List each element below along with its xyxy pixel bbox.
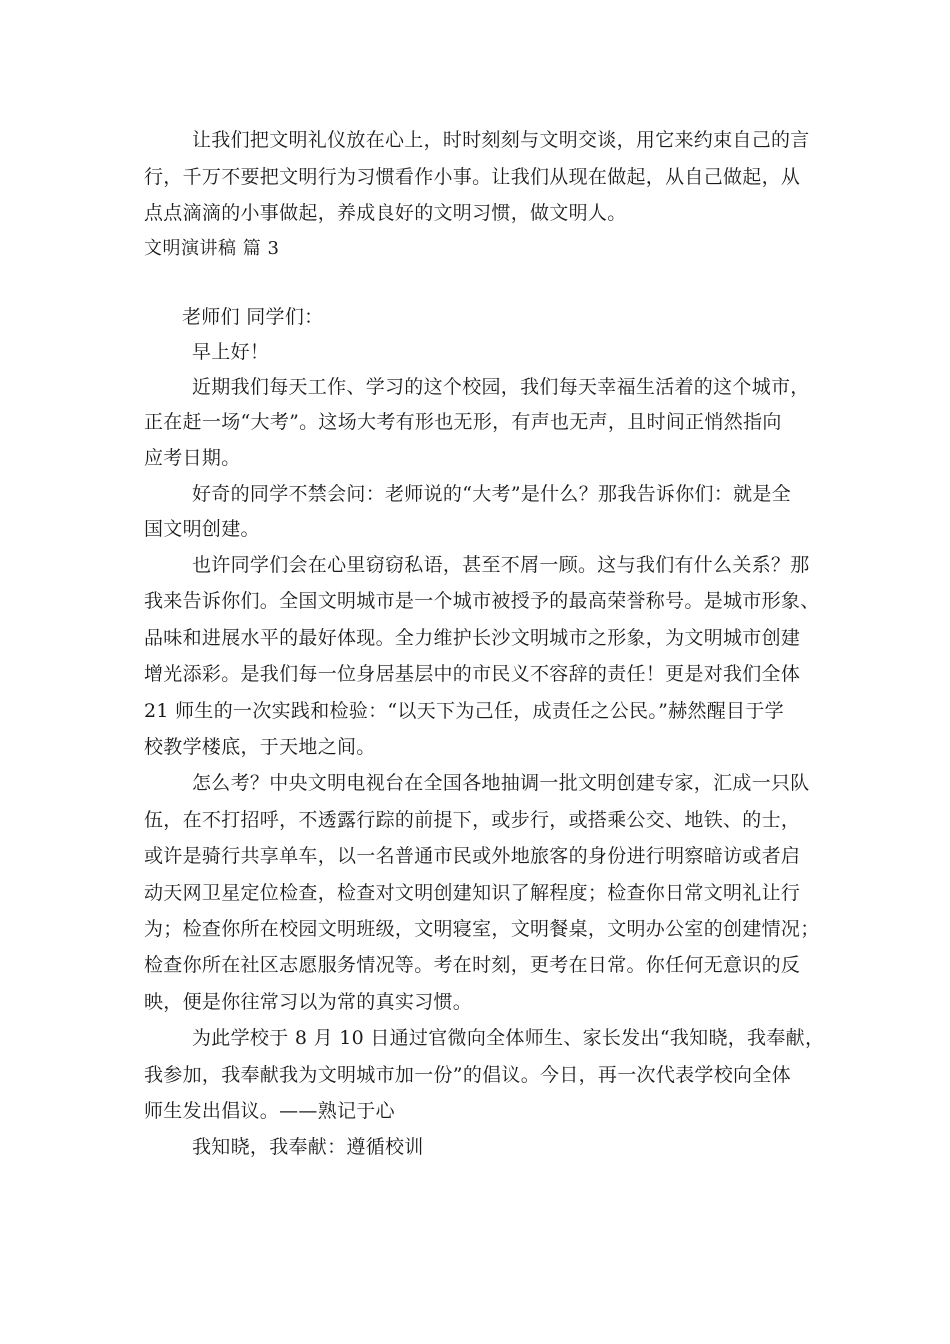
paragraph-line: 师生发出倡议。——熟记于心	[144, 1100, 395, 1122]
paragraph-line: 品味和进展水平的最好体现。全力维护长沙文明城市之形象，为文明城市创建	[144, 627, 801, 649]
greeting: 早上好！	[192, 341, 270, 363]
paragraph-line: 我知晓，我奉献：遵循校训	[192, 1136, 424, 1158]
paragraph-line: 行，千万不要把文明行为习惯看作小事。让我们从现在做起，从自己做起，从	[144, 166, 801, 188]
paragraph-line: 我来告诉你们。全国文明城市是一个城市被授予的最高荣誉称号。是城市形象、	[144, 590, 820, 612]
paragraph-line: 国文明创建。	[144, 518, 260, 540]
paragraph-line: 近期我们每天工作、学习的这个校园，我们每天幸福生活着的这个城市，	[192, 376, 810, 398]
paragraph-line: 21 师生的一次实践和检验：“以天下为己任，成责任之公民。”赫然醒目于学	[144, 700, 784, 722]
paragraph-line: 怎么考？中央文明电视台在全国各地抽调一批文明创建专家，汇成一只队	[192, 772, 810, 794]
paragraph-line: 也许同学们会在心里窃窃私语，甚至不屑一顾。这与我们有什么关系？那	[192, 554, 810, 576]
salutation: 老师们 同学们：	[182, 306, 324, 328]
paragraph-line: 增光添彩。是我们每一位身居基层中的市民义不容辞的责任！更是对我们全体	[144, 663, 801, 685]
paragraph-line: 检查你所在社区志愿服务情况等。考在时刻，更考在日常。你任何无意识的反	[144, 954, 801, 976]
paragraph-line: 校教学楼底，于天地之间。	[144, 736, 376, 758]
paragraph-line: 点点滴滴的小事做起，养成良好的文明习惯，做文明人。	[144, 202, 627, 224]
paragraph-line: 为；检查你所在校园文明班级，文明寝室，文明餐桌，文明办公室的创建情况；	[144, 918, 820, 940]
paragraph-line: 我参加，我奉献我为文明城市加一份”的倡议。今日，再一次代表学校向全体	[144, 1064, 791, 1086]
paragraph-line: 映，便是你往常习以为常的真实习惯。	[144, 991, 473, 1013]
paragraph-line: 好奇的同学不禁会问：老师说的“大考”是什么？那我告诉你们：就是全	[192, 483, 792, 505]
paragraph-line: 动天网卫星定位检查，检查对文明创建知识了解程度；检查你日常文明礼让行	[144, 882, 801, 904]
section-heading: 文明演讲稿 篇 3	[144, 238, 280, 259]
paragraph-line: 为此学校于 8 月 10 日通过官微向全体师生、家长发出“我知晓，我奉献，	[192, 1027, 825, 1049]
paragraph-line: 应考日期。	[144, 447, 241, 469]
paragraph-line: 伍，在不打招呼，不透露行踪的前提下，或步行，或搭乘公交、地铁、的士，	[144, 809, 801, 831]
paragraph-line: 或许是骑行共享单车，以一名普通市民或外地旅客的身份进行明察暗访或者启	[144, 845, 801, 867]
paragraph-line: 让我们把文明礼仪放在心上，时时刻刻与文明交谈，用它来约束自己的言	[192, 129, 810, 151]
paragraph-line: 正在赶一场“大考”。这场大考有形也无形，有声也无声，且时间正悄然指向	[144, 411, 782, 433]
